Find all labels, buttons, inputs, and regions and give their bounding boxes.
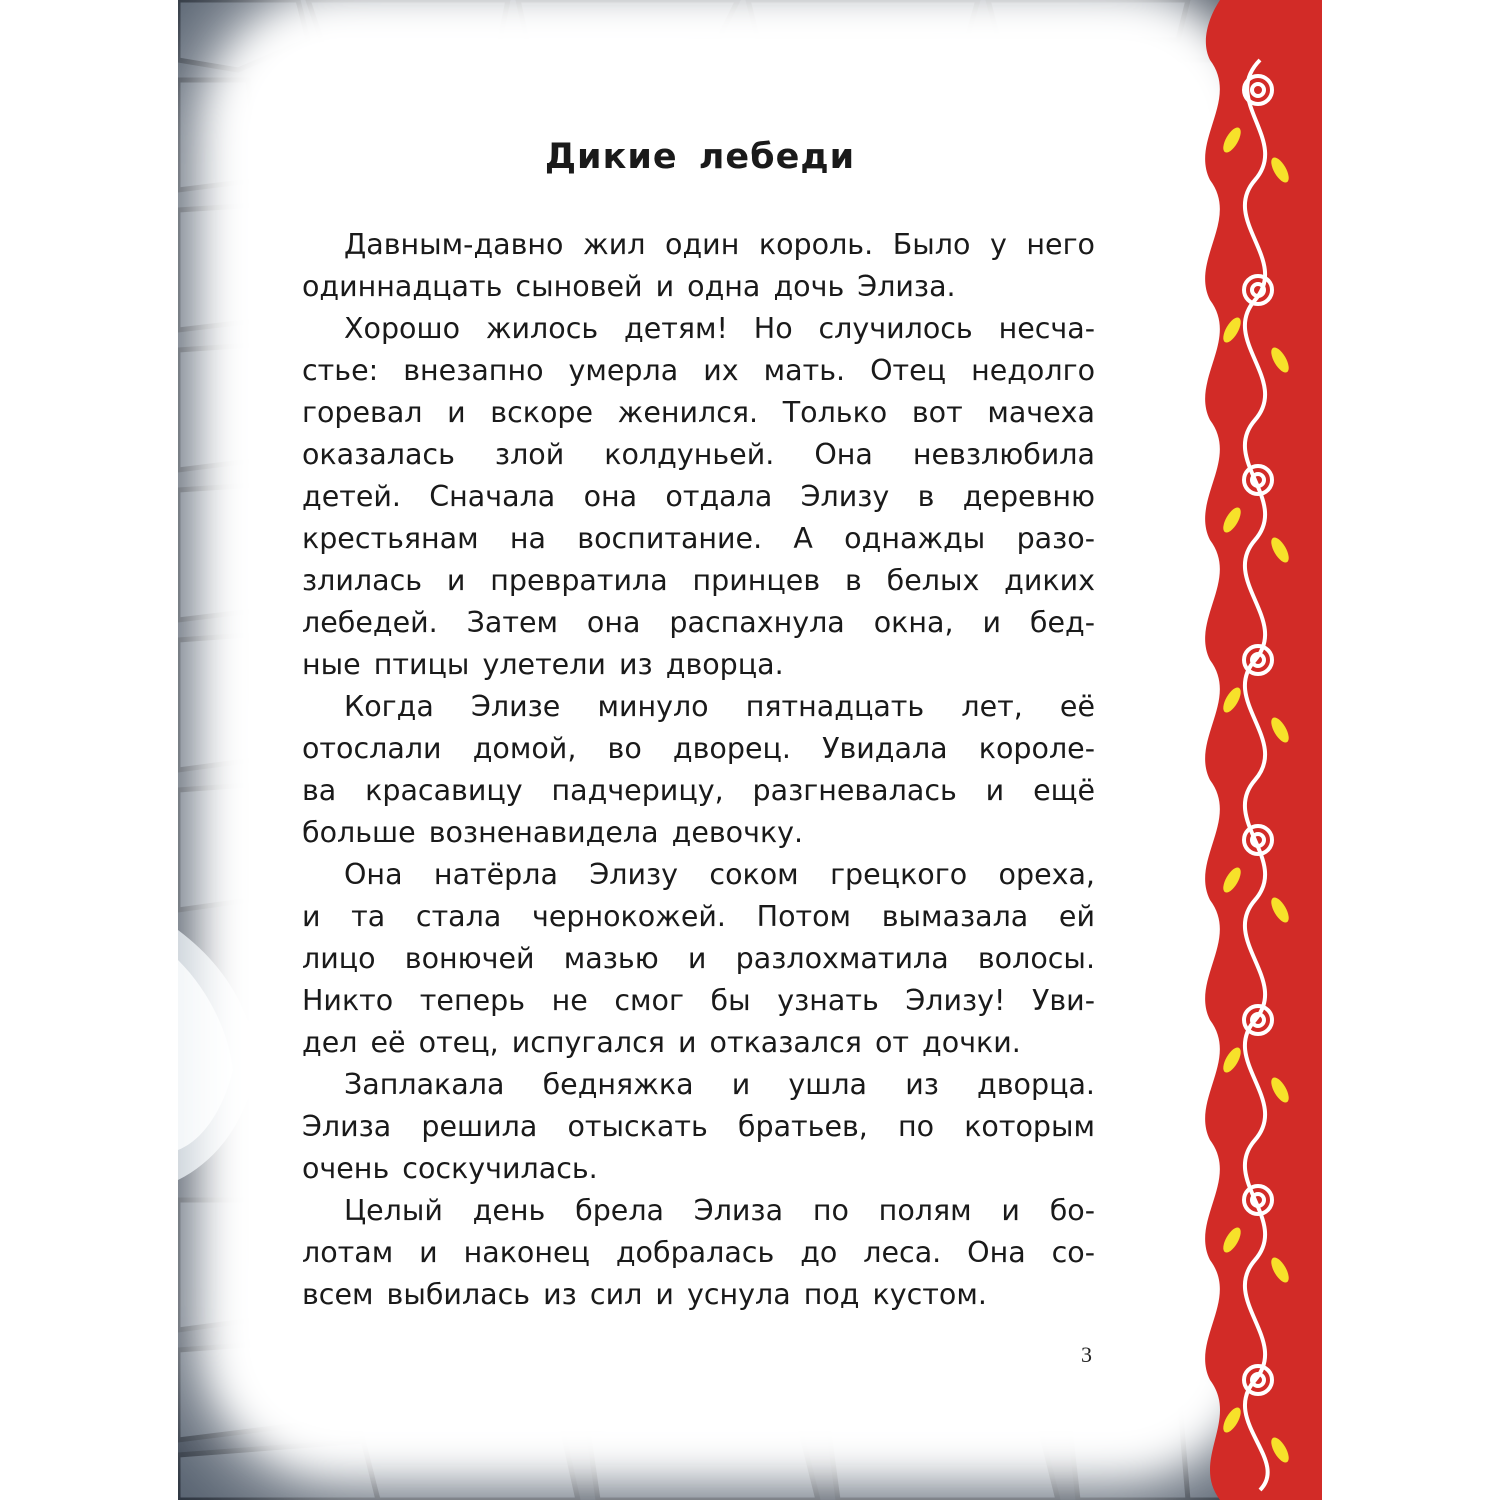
- text-line: Давным-давно жил один король. Было у него: [344, 228, 1095, 261]
- text-line: ва красавицу падчерицу, разгневалась и ещё: [302, 774, 1095, 807]
- text-line: отослали домой, во дворец. Увидала короле-: [302, 732, 1095, 765]
- text-line: лицо вонючей мазью и разлохматила волосы.: [302, 942, 1095, 975]
- text-line: Она натёрла Элизу соком грецкого ореха,: [344, 858, 1095, 891]
- text-line: крестьянам на воспитание. А однажды разо-: [302, 522, 1095, 555]
- text-line: Когда Элизе минуло пятнадцать лет, её: [344, 690, 1095, 723]
- story-paragraph: [302, 1190, 1095, 1316]
- text-line: ные птицы улетели из дворца.: [302, 648, 784, 681]
- story-title: Дикие лебеди: [544, 137, 856, 177]
- text-line: дел её отец, испугался и отказался от дочки.: [302, 1026, 1021, 1059]
- text-line: оказалась злой колдуньей. Она невзлюбила: [302, 438, 1095, 471]
- text-line: всем выбилась из сил и уснула под кустом.: [302, 1278, 987, 1311]
- text-line: больше возненавидела девочку.: [302, 816, 804, 849]
- text-line: лебедей. Затем она распахнула окна, и бед-: [302, 606, 1095, 639]
- ornamental-border: [1180, 0, 1322, 1500]
- text-line: одиннадцать сыновей и одна дочь Элиза.: [302, 270, 956, 303]
- text-line: детей. Сначала она отдала Элизу в деревню: [302, 480, 1095, 513]
- story-paragraph: [302, 1064, 1095, 1190]
- text-line: Никто теперь не смог бы узнать Элизу! Уви-: [302, 984, 1095, 1017]
- text-line: лотам и наконец добралась до леса. Она со-: [302, 1236, 1095, 1269]
- story-paragraph: [302, 686, 1095, 854]
- text-line: злилась и превратила принцев в белых диких: [302, 564, 1095, 597]
- text-line: стье: внезапно умерла их мать. Отец недолго: [302, 354, 1095, 387]
- story-paragraph: [302, 308, 1095, 686]
- text-line: Целый день брела Элиза по полям и бо-: [344, 1194, 1095, 1227]
- story-text: [302, 224, 1095, 1316]
- text-line: и та стала чернокожей. Потом вымазала ей: [302, 900, 1095, 933]
- page-number: 3: [1081, 1342, 1092, 1367]
- story-paragraph: [302, 854, 1095, 1064]
- text-line: очень соскучилась.: [302, 1152, 598, 1185]
- text-line: Заплакала бедняжка и ушла из дворца.: [344, 1068, 1095, 1101]
- text-line: Хорошо жилось детям! Но случилось несча-: [344, 312, 1095, 345]
- text-line: горевал и вскоре женился. Только вот мачеха: [302, 396, 1095, 429]
- story-paragraph: [302, 224, 1095, 308]
- text-line: Элиза решила отыскать братьев, по которым: [302, 1110, 1095, 1143]
